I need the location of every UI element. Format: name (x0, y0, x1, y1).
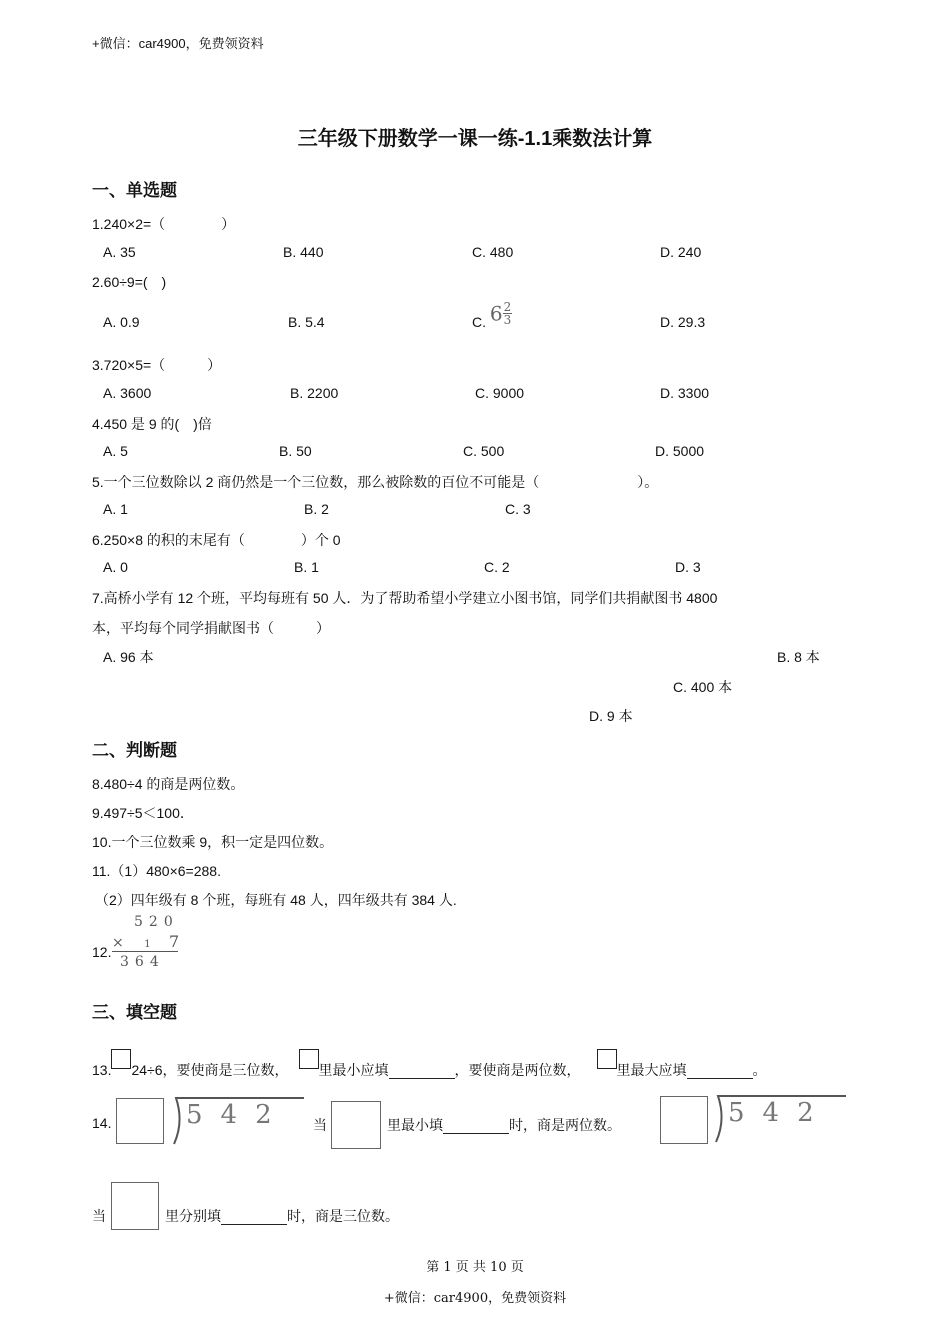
dividend-2: 542 (728, 1098, 832, 1128)
divisor-box[interactable] (116, 1098, 164, 1144)
question-13: 13. 24÷6，要使商是三位数， 里最小应填 ，要使商是两位数， 里最大应填 。 (92, 1049, 767, 1080)
q14-when: 当 (313, 1117, 327, 1133)
dividend: 542 (186, 1100, 290, 1130)
page-title: 三年级下册数学一课一练-1.1乘数法计算 (297, 128, 653, 150)
question-4-stem: 4.450 是 9 的( )倍 (92, 416, 212, 432)
digit-box-large[interactable] (331, 1101, 381, 1149)
multiplicand: 520 (134, 914, 179, 930)
q5-option-b: B. 2 (304, 501, 329, 517)
q2-option-b: B. 5.4 (288, 314, 325, 330)
q3-option-c: C. 9000 (475, 385, 525, 401)
digit-box[interactable] (111, 1049, 131, 1069)
q3-option-b: B. 2200 (290, 385, 339, 401)
q3-option-a: A. 3600 (103, 385, 152, 401)
mixed-fraction: 6 $\frac{2}{3}$ (489, 299, 512, 327)
q4-option-c: C. 500 (463, 443, 505, 459)
section-heading-single-choice: 一、单选题 (92, 181, 177, 200)
question-5-stem: 5.一个三位数除以 2 商仍然是一个三位数，那么被除数的百位不可能是（ ）。 (92, 474, 659, 490)
product: 364 (120, 954, 165, 970)
section-heading-true-false: 二、判断题 (92, 741, 177, 760)
q2-option-a: A. 0.9 (103, 314, 140, 330)
q7-option-a: A. 96 本 (103, 649, 154, 665)
q14-text: 里最小填 时，商是两位数。 (387, 1117, 621, 1133)
question-2-stem: 2.60÷9=( ) (92, 274, 167, 290)
question-8: 8.480÷4 的商是两位数。 (92, 776, 245, 792)
question-11-part1: 11.（1）480×6=288. (92, 863, 221, 879)
q1-option-c: C. 480 (472, 244, 514, 260)
answer-blank[interactable] (443, 1117, 509, 1134)
divisor-box[interactable] (660, 1096, 708, 1144)
q14b-text: 里分别填 时，商是三位数。 (165, 1208, 399, 1224)
q5-option-c: C. 3 (505, 501, 531, 517)
q6-option-d: D. 3 (675, 559, 701, 575)
watermark-top: +微信：car4900，免费领资料 (92, 36, 264, 51)
question-7-stem-line1: 7.高桥小学有 12 个班，平均每班有 50 人．为了帮助希望小学建立小图书馆，同学们共捐献图书 4800 (92, 590, 718, 606)
question-6-stem: 6.250×8 的积的末尾有（ ）个 0 (92, 532, 341, 548)
section-heading-fill-blank: 三、填空题 (92, 1003, 177, 1022)
answer-blank[interactable] (389, 1062, 455, 1079)
digit-box-large[interactable] (111, 1182, 159, 1230)
watermark-bottom: +微信：car4900，免费领资料 (383, 1291, 567, 1306)
q1-option-a: A. 35 (103, 244, 136, 260)
q14b-when: 当 (92, 1208, 106, 1224)
q7-option-b: B. 8 本 (777, 649, 820, 665)
q2-option-c: C. 6 $\frac{2}{3}$ (472, 299, 512, 330)
multiplier-row: × 1 7 (112, 932, 180, 951)
q1-option-d: D. 240 (660, 244, 702, 260)
q4-option-a: A. 5 (103, 443, 128, 459)
q5-option-a: A. 1 (103, 501, 128, 517)
question-10: 10.一个三位数乘 9，积一定是四位数。 (92, 834, 334, 850)
answer-blank[interactable] (221, 1208, 287, 1225)
question-3-stem: 3.720×5=（ ） (92, 357, 222, 373)
q4-option-b: B. 50 (279, 443, 312, 459)
question-14-label: 14. (92, 1115, 112, 1131)
q6-option-c: C. 2 (484, 559, 510, 575)
question-11-part2: （2）四年级有 8 个班，每班有 48 人，四年级共有 384 人. (95, 892, 457, 908)
digit-box[interactable] (597, 1049, 617, 1069)
digit-box[interactable] (299, 1049, 319, 1069)
question-9: 9.497÷5＜100． (92, 805, 194, 821)
vertical-multiplication (112, 914, 184, 972)
question-7-stem-line2: 本，平均每个同学捐献图书（ ） (92, 620, 330, 636)
q1-option-b: B. 440 (283, 244, 324, 260)
answer-blank[interactable] (687, 1062, 753, 1079)
q7-option-d: D. 9 本 (589, 708, 633, 724)
q3-option-d: D. 3300 (660, 385, 710, 401)
q4-option-d: D. 5000 (655, 443, 705, 459)
question-12-label: 12. (92, 944, 112, 960)
q7-option-c: C. 400 本 (673, 679, 733, 695)
q6-option-b: B. 1 (294, 559, 319, 575)
q6-option-a: A. 0 (103, 559, 128, 575)
page-number: 第 1 页 共 10 页 (426, 1260, 524, 1275)
q2-option-d: D. 29.3 (660, 314, 706, 330)
question-1-stem: 1.240×2=（ ） (92, 216, 236, 232)
